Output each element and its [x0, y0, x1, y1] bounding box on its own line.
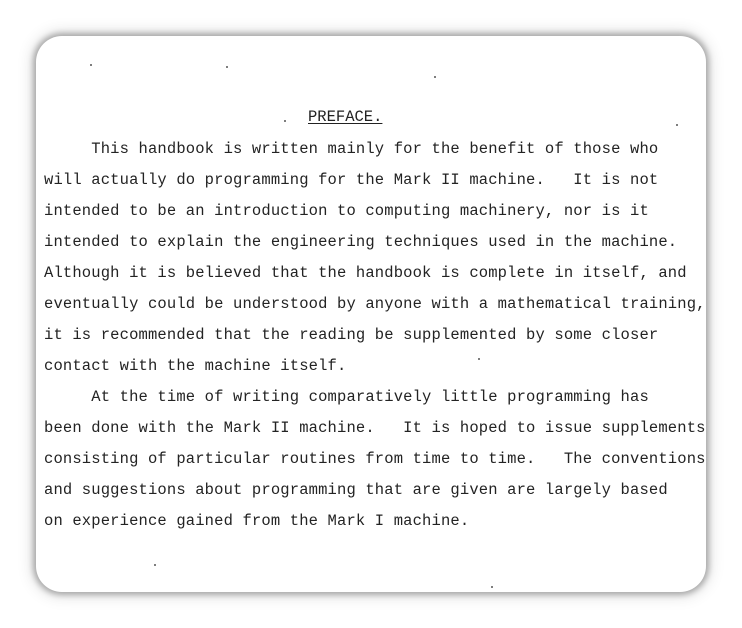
text-line: intended to explain the engineering techniques used in the machine. — [44, 233, 678, 251]
text-line: will actually do programming for the Mark II machine. It is not — [44, 171, 659, 189]
paper-speck — [491, 586, 493, 588]
paper-speck — [284, 120, 286, 122]
paper-speck — [154, 564, 156, 566]
text-line: been done with the Mark II machine. It is hoped to issue supplements — [44, 419, 706, 437]
text-line: This handbook is written mainly for the benefit of those who — [44, 140, 659, 158]
text-line: contact with the machine itself. — [44, 357, 347, 375]
text-line: on experience gained from the Mark I machine. — [44, 512, 470, 530]
text-line: At the time of writing comparatively little programming has — [44, 388, 649, 406]
paper-speck — [226, 66, 228, 68]
page-title: PREFACE. — [308, 108, 383, 126]
text-line: Although it is believed that the handbook is complete in itself, and — [44, 264, 687, 282]
document-page — [36, 36, 706, 592]
text-line: and suggestions about programming that are given are largely based — [44, 481, 668, 499]
text-line: eventually could be understood by anyone with a mathematical training, — [44, 295, 706, 313]
text-line: consisting of particular routines from time to time. The conventions — [44, 450, 706, 468]
text-line: intended to be an introduction to computing machinery, nor is it — [44, 202, 649, 220]
paper-speck — [676, 124, 678, 126]
paper-speck — [90, 64, 92, 66]
paper-speck — [478, 358, 480, 360]
text-line: it is recommended that the reading be supplemented by some closer — [44, 326, 659, 344]
paper-speck — [434, 76, 436, 78]
